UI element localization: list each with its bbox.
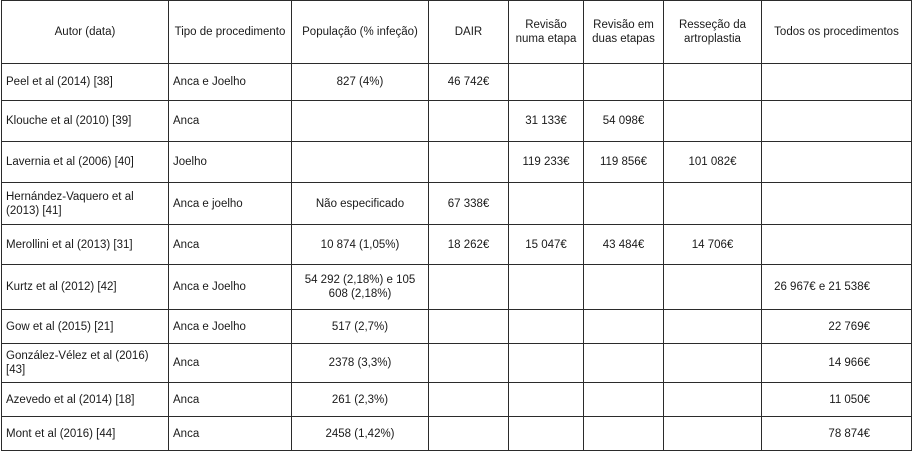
- cell-author: Merollini et al (2013) [31]: [2, 225, 169, 265]
- cell-one-stage-revision: 119 233€: [509, 142, 584, 183]
- cell-author: Gow et al (2015) [21]: [2, 310, 169, 344]
- header-resection-arthroplasty: Resseção da artroplastia: [664, 1, 762, 64]
- cell-two-stage-revision: 54 098€: [584, 101, 664, 142]
- cell-one-stage-revision: [509, 64, 584, 101]
- cell-author: Kurtz et al (2012) [42]: [2, 265, 169, 310]
- cell-procedure-type: Anca: [169, 417, 292, 451]
- cell-all-procedures: [762, 225, 912, 265]
- cell-author: Klouche et al (2010) [39]: [2, 101, 169, 142]
- cell-population: 2458 (1,42%): [292, 417, 429, 451]
- cell-population: [292, 142, 429, 183]
- cell-population: 10 874 (1,05%): [292, 225, 429, 265]
- cell-all-procedures: [762, 64, 912, 101]
- cell-one-stage-revision: [509, 417, 584, 451]
- cell-resection-arthroplasty: [664, 183, 762, 225]
- cell-two-stage-revision: [584, 383, 664, 417]
- cell-author: Lavernia et al (2006) [40]: [2, 142, 169, 183]
- cell-all-procedures: 11 050€: [762, 383, 912, 417]
- cell-two-stage-revision: 119 856€: [584, 142, 664, 183]
- cell-dair: 67 338€: [429, 183, 509, 225]
- header-population: População (% infeção): [292, 1, 429, 64]
- cell-all-procedures: [762, 142, 912, 183]
- cell-population: 2378 (3,3%): [292, 344, 429, 383]
- header-one-stage-revision: Revisão numa etapa: [509, 1, 584, 64]
- cell-procedure-type: Joelho: [169, 142, 292, 183]
- cell-two-stage-revision: 43 484€: [584, 225, 664, 265]
- header-author: Autor (data): [2, 1, 169, 64]
- cell-population: Não especificado: [292, 183, 429, 225]
- cell-one-stage-revision: [509, 383, 584, 417]
- cell-author: Hernández-Vaquero et al (2013) [41]: [2, 183, 169, 225]
- cell-all-procedures: 22 769€: [762, 310, 912, 344]
- cell-population: 261 (2,3%): [292, 383, 429, 417]
- cell-two-stage-revision: [584, 265, 664, 310]
- table-row: [2, 344, 912, 383]
- cell-resection-arthroplasty: [664, 344, 762, 383]
- cell-one-stage-revision: [509, 310, 584, 344]
- cell-dair: [429, 417, 509, 451]
- table-row: [2, 101, 912, 142]
- cell-population: [292, 101, 429, 142]
- cell-population: 827 (4%): [292, 64, 429, 101]
- cell-resection-arthroplasty: 101 082€: [664, 142, 762, 183]
- cell-dair: [429, 344, 509, 383]
- cell-resection-arthroplasty: [664, 265, 762, 310]
- cell-one-stage-revision: 15 047€: [509, 225, 584, 265]
- cell-procedure-type: Anca: [169, 344, 292, 383]
- cell-population: 517 (2,7%): [292, 310, 429, 344]
- table-header-row: [2, 1, 912, 64]
- cell-procedure-type: Anca: [169, 383, 292, 417]
- table-row: [2, 225, 912, 265]
- cell-all-procedures: [762, 183, 912, 225]
- cell-resection-arthroplasty: [664, 101, 762, 142]
- cell-resection-arthroplasty: [664, 417, 762, 451]
- cell-resection-arthroplasty: [664, 64, 762, 101]
- cell-one-stage-revision: [509, 265, 584, 310]
- cell-resection-arthroplasty: [664, 310, 762, 344]
- header-two-stage-revision: Revisão em duas etapas: [584, 1, 664, 64]
- cell-dair: [429, 142, 509, 183]
- table-row: [2, 183, 912, 225]
- cell-all-procedures: [762, 101, 912, 142]
- cell-resection-arthroplasty: 14 706€: [664, 225, 762, 265]
- cell-two-stage-revision: [584, 64, 664, 101]
- cell-procedure-type: Anca: [169, 225, 292, 265]
- cell-resection-arthroplasty: [664, 383, 762, 417]
- table-row: [2, 265, 912, 310]
- header-all-procedures: Todos os procedimentos: [762, 1, 912, 64]
- header-dair: DAIR: [429, 1, 509, 64]
- cell-procedure-type: Anca e Joelho: [169, 64, 292, 101]
- cell-procedure-type: Anca e Joelho: [169, 310, 292, 344]
- cell-two-stage-revision: [584, 310, 664, 344]
- cost-table: [1, 0, 912, 451]
- table-row: [2, 310, 912, 344]
- cell-two-stage-revision: [584, 417, 664, 451]
- table-row: [2, 417, 912, 451]
- cell-author: Azevedo et al (2014) [18]: [2, 383, 169, 417]
- cell-all-procedures: 26 967€ e 21 538€: [762, 265, 912, 310]
- cell-dair: [429, 101, 509, 142]
- table-row: [2, 383, 912, 417]
- cell-procedure-type: Anca e Joelho: [169, 265, 292, 310]
- cell-dair: [429, 265, 509, 310]
- cell-two-stage-revision: [584, 183, 664, 225]
- cell-population: 54 292 (2,18%) e 105 608 (2,18%): [292, 265, 429, 310]
- cell-one-stage-revision: [509, 344, 584, 383]
- cell-dair: 46 742€: [429, 64, 509, 101]
- cell-dair: [429, 383, 509, 417]
- cell-procedure-type: Anca: [169, 101, 292, 142]
- cell-author: Peel et al (2014) [38]: [2, 64, 169, 101]
- table-row: [2, 64, 912, 101]
- cell-author: González-Vélez et al (2016) [43]: [2, 344, 169, 383]
- cell-two-stage-revision: [584, 344, 664, 383]
- table-row: [2, 142, 912, 183]
- cell-one-stage-revision: [509, 183, 584, 225]
- cell-procedure-type: Anca e joelho: [169, 183, 292, 225]
- cell-all-procedures: 14 966€: [762, 344, 912, 383]
- cell-dair: 18 262€: [429, 225, 509, 265]
- cell-one-stage-revision: 31 133€: [509, 101, 584, 142]
- cell-dair: [429, 310, 509, 344]
- header-procedure-type: Tipo de procedimento: [169, 1, 292, 64]
- cell-all-procedures: 78 874€: [762, 417, 912, 451]
- cell-author: Mont et al (2016) [44]: [2, 417, 169, 451]
